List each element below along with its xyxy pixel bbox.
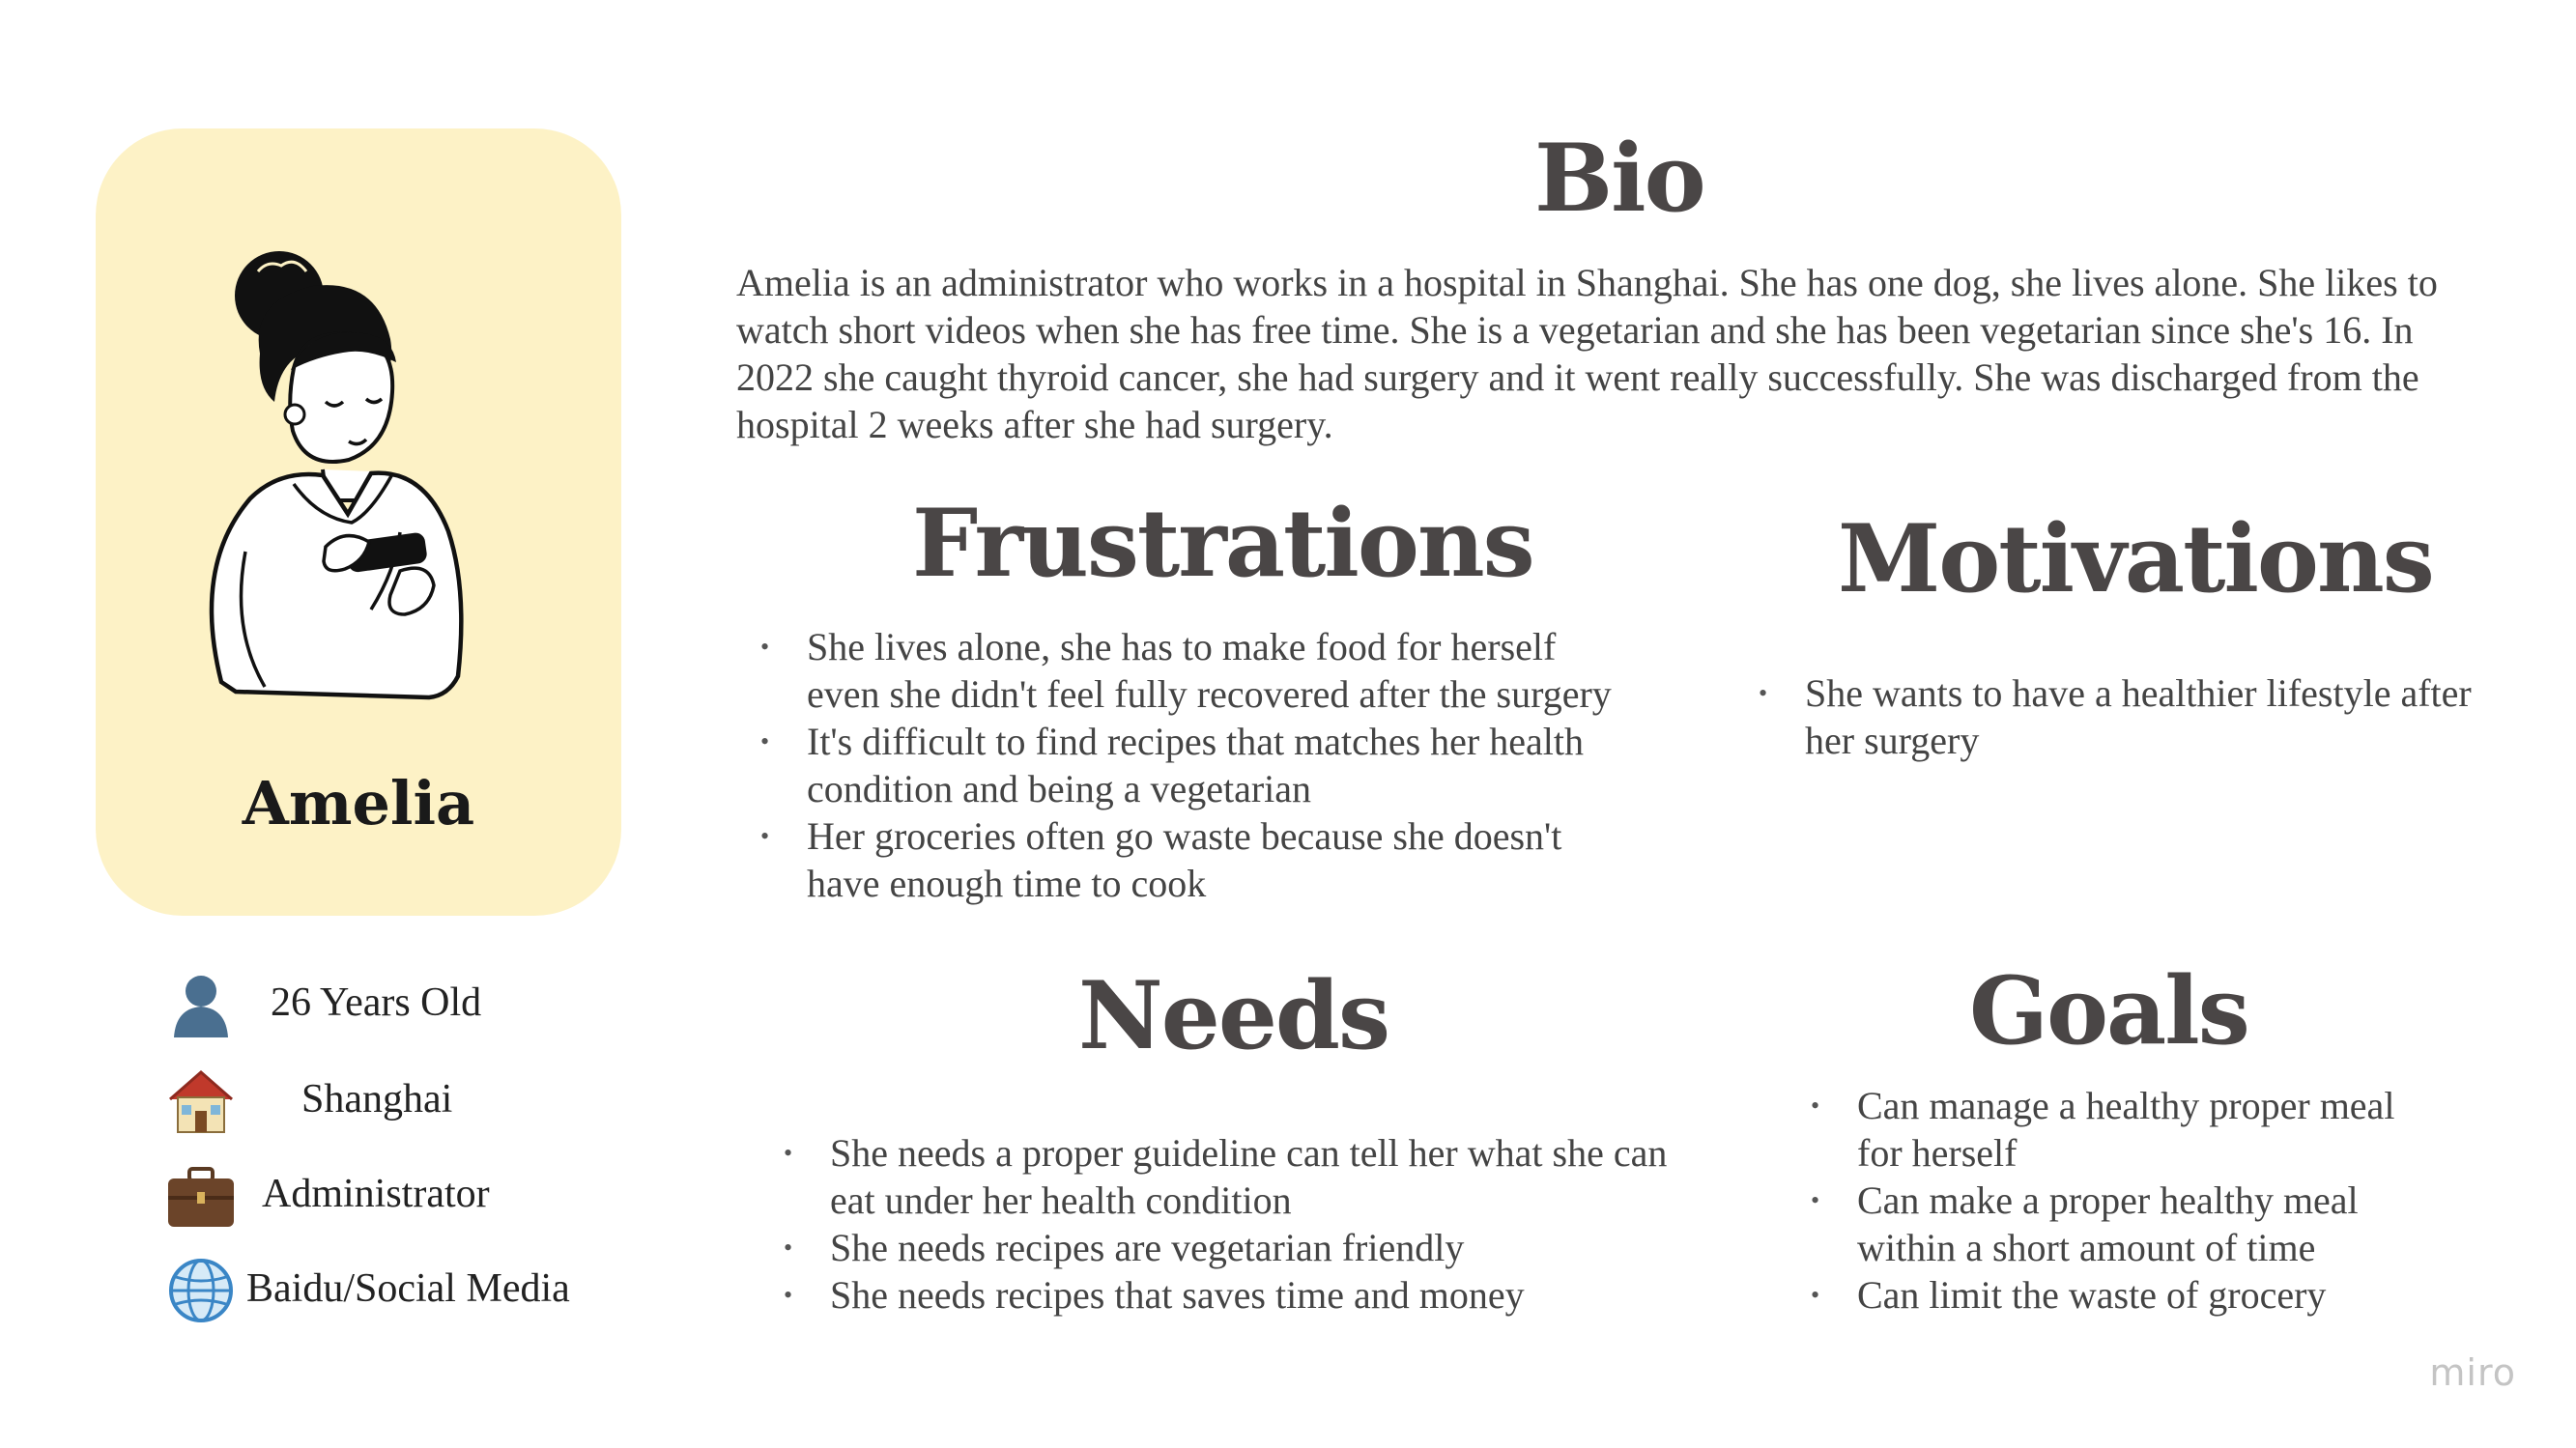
goals-list [1787,1082,2424,1319]
info-row-job [164,1159,599,1236]
motivations-list [1734,669,2488,764]
goals-heading: Goals [1969,956,2248,1065]
list-item: • Can make a proper healthy meal within a short amount of time [1787,1177,2424,1271]
info-city: Shanghai [301,1077,453,1121]
frustrations-list [736,623,1635,907]
info-row-city [164,1065,599,1142]
needs-heading: Needs [1078,961,1389,1070]
list-item: • She wants to have a healthier lifestyle after her surgery [1734,669,2488,764]
list-item: • She needs recipes that saves time and money [759,1271,1687,1319]
list-item: • She needs a proper guideline can tell her what she can eat under her health condition [759,1129,1687,1224]
info-job: Administrator [262,1172,490,1216]
persona-name: Amelia [242,768,475,838]
bio-text: Amelia is an administrator who works in a hospital in Shanghai. She has one dog, she lives alone. She likes to watch short videos when she has free time. She is a vegetarian and she has been vegetarian since she's 16. In 2022 she caught thyroid cancer, she had surgery and it went really successfully. She was discharged from the hospital 2 weeks after she had surgery. [736,261,2438,446]
info-media: Baidu/Social Media [246,1266,570,1311]
bust-icon [164,968,238,1041]
list-item: • It's difficult to find recipes that matches her health condition and being a vegetarian [736,718,1635,812]
list-item: • She lives alone, she has to make food for herself even she didn't feel fully recovered after the surgery [736,623,1635,718]
frustrations-heading: Frustrations [912,489,1533,598]
miro-watermark: miro [2429,1351,2516,1394]
globe-icon [164,1254,238,1327]
bio-heading: Bio [1534,124,1704,233]
list-item: • Her groceries often go waste because she doesn't have enough time to cook [736,812,1635,907]
info-row-age [164,968,599,1045]
persona-illustration [202,242,521,745]
info-row-media [164,1254,599,1331]
motivations-heading: Motivations [1838,504,2433,613]
needs-list [759,1129,1687,1319]
persona-card [96,128,621,916]
list-item: • Can limit the waste of grocery [1787,1271,2424,1319]
house-icon [164,1065,238,1138]
info-age: 26 Years Old [271,980,482,1025]
list-item: • Can manage a healthy proper meal for herself [1787,1082,2424,1177]
briefcase-icon [164,1159,238,1233]
list-item: • She needs recipes are vegetarian friendly [759,1224,1687,1271]
